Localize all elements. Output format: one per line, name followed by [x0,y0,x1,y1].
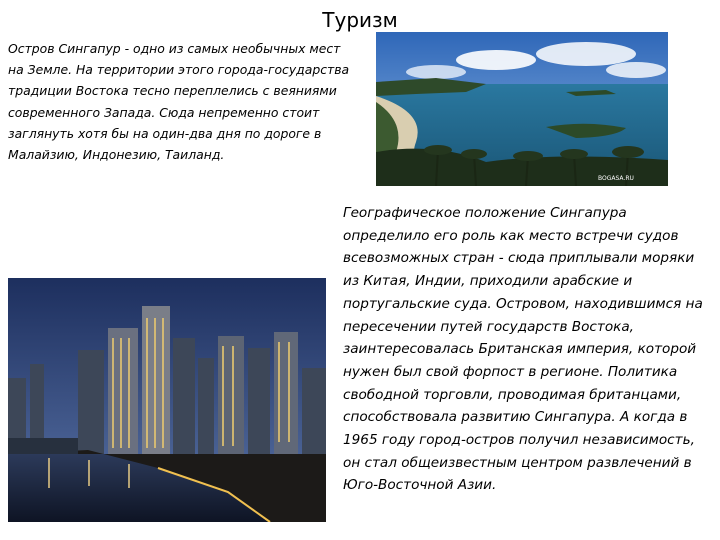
slide-title: Туризм [322,8,398,32]
history-paragraph: Географическое положение Сингапура определило его роль как место встречи судов всевозможных стран - сюда приплывали моряки из Китая, Индии, приходили арабские и португальские суда. Островом, находившимся на пересечении путей государств Востока, заинтересовалась Британская империя, которой нужен был свой форпост в регионе. Политика свободной торговли, проводимая британцами, способствовала развитию Сингапура. А когда в 1965 году город-остров получил независимость, он стал общеизвестным центром развлечений в Юго-Восточной Азии. [343,205,703,494]
coast-photo [376,32,668,186]
photo-watermark: BOGASA.RU [598,175,634,182]
intro-paragraph: Остров Сингапур - одно из самых необычных мест на Земле. На территории этого города-государства традиции Востока тесно переплелись с веяниями современного Запада. Сюда непременно стоит заглянуть хотя бы на один-два дня по дороге в Малайзию, Индонезию, Таиланд. [8,41,350,163]
city-skyline-photo [8,278,326,522]
